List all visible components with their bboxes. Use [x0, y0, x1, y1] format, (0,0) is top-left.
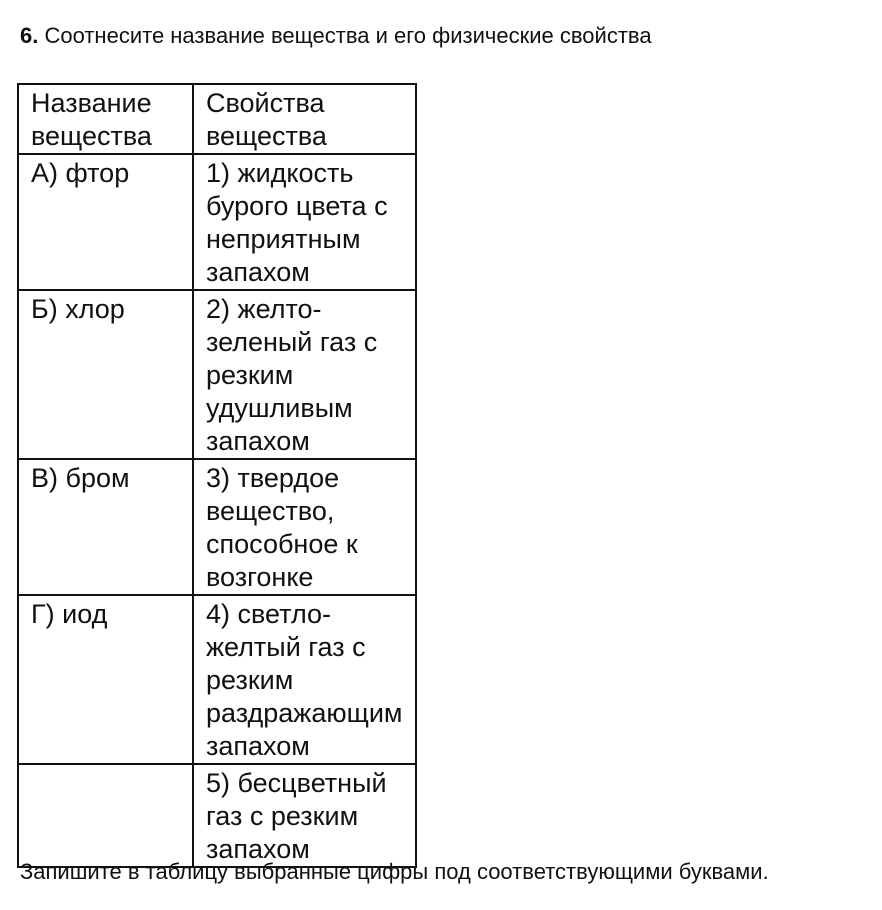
table-row	[18, 595, 416, 764]
task-title	[20, 22, 652, 50]
matching-table	[17, 83, 417, 868]
table-row	[18, 290, 416, 459]
table-row	[18, 154, 416, 290]
task-number: 6.	[20, 23, 39, 48]
substance-name	[18, 764, 193, 867]
substance-property: 3) твердое вещество, способное к возгонке	[193, 459, 416, 595]
substance-property: 4) светло- желтый газ с резким раздражающим запахом	[193, 595, 416, 764]
header-substance-name: Название вещества	[18, 84, 193, 154]
substance-property: 2) желто- зеленый газ с резким удушливым запахом	[193, 290, 416, 459]
table-row	[18, 764, 416, 867]
table-header-row	[18, 84, 416, 154]
header-substance-properties: Свойства вещества	[193, 84, 416, 154]
instruction-text: Запишите в таблицу выбранные цифры под соответствующими буквами.	[20, 859, 769, 884]
substance-name: Б) хлор	[18, 290, 193, 459]
substance-property: 1) жидкость бурого цвета с неприятным запахом	[193, 154, 416, 290]
substance-property: 5) бесцветный газ с резким запахом	[193, 764, 416, 867]
task-text: Соотнесите название вещества и его физические свойства	[44, 23, 652, 48]
table-row	[18, 459, 416, 595]
substance-name: В) бром	[18, 459, 193, 595]
substance-name: Г) иод	[18, 595, 193, 764]
substance-name: А) фтор	[18, 154, 193, 290]
